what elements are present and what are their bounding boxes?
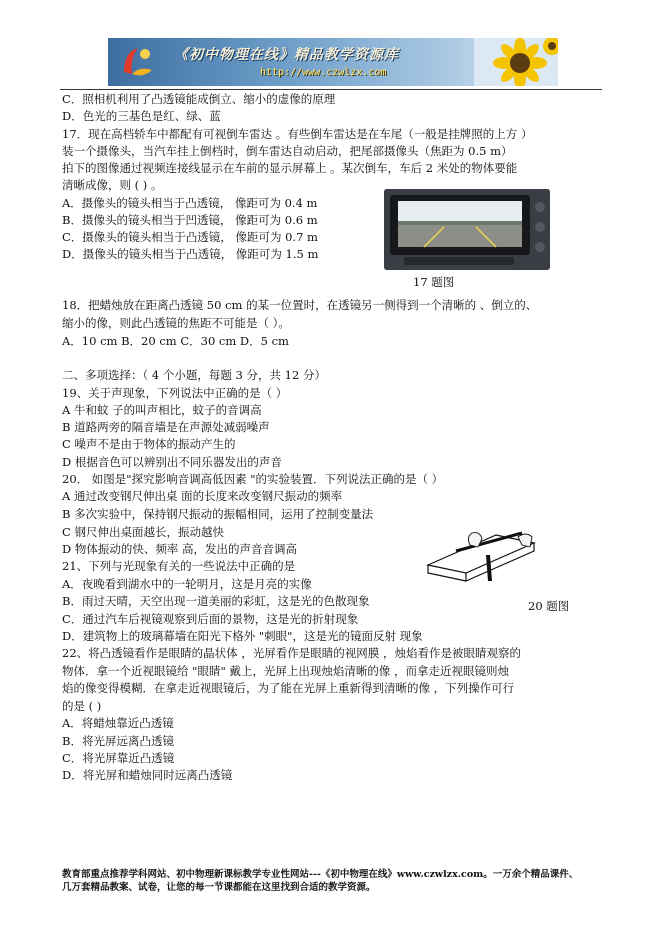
text-line: 21、下列与光现象有关的一些说法中正确的是 — [62, 559, 296, 573]
text-line: 清晰成像，则 ( ) 。 — [62, 178, 163, 192]
text-line: D．建筑物上的玻璃幕墙在阳光下格外 "刺眼"，这是光的镜面反射 现象 — [62, 629, 423, 643]
footer-line-1: 教育部重点推荐学科网站、初中物理新课标教学专业性网站---《初中物理在线》www.czwlzx.com。一万余个精品课件、 — [62, 869, 579, 880]
text-line: 缩小的像，则此凸透镜的焦距不可能是（ ）。 — [62, 316, 290, 330]
text-line: C 噪声不是由于物体的振动产生的 — [62, 437, 236, 451]
text-line: D．色光的三基色是红、绿、蓝 — [62, 109, 221, 123]
header-divider — [60, 89, 602, 90]
text-line: C．摄像头的镜头相当于凸透镜， 像距可为 0.7 m — [62, 230, 318, 244]
figure-20-caption: 20 题图 — [528, 599, 570, 613]
figure-17-rear-camera-display — [384, 189, 550, 270]
header-banner — [108, 38, 558, 86]
text-line: 22、将凸透镜看作是眼睛的晶状体 ，光屏看作是眼睛的视网膜 ，烛焰看作是被眼睛观察的 — [62, 646, 521, 660]
rear-camera-screen-icon — [384, 189, 550, 270]
text-line: B．将光屏远离凸透镜 — [62, 734, 174, 748]
text-line: A．夜晚看到湖水中的一轮明月，这是月亮的实像 — [62, 577, 312, 591]
text-line: A．将蜡烛靠近凸透镜 — [62, 716, 174, 730]
banner-url: http://www.czwlzx.com — [260, 67, 387, 78]
footer-line-2: 几万套精品教案、试卷，让您的每一节课都能在这里找到合适的教学资源。 — [62, 882, 376, 893]
figure-20-ruler-on-table — [426, 525, 536, 585]
text-line: C．将光屏靠近凸透镜 — [62, 751, 175, 765]
text-line: 18．把蜡烛放在距离凸透镜 50 cm 的某一位置时，在透镜另一侧得到一个清晰的 、倒立的、 — [62, 298, 538, 312]
sunflower-icon — [474, 38, 558, 86]
text-line: 拍下的图像通过视频连接线显示在车前的显示屏幕上 。某次倒车，车后 2 米处的物体要能 — [62, 161, 518, 175]
text-line: B 多次实验中，保持钢尺振动的振幅相同，运用了控制变量法 — [62, 507, 374, 521]
text-line: 装一个摄像头，当汽车挂上倒档时，倒车雷达自动启动，把尾部摄像头（焦距为 0.5 m） — [62, 144, 513, 158]
text-line: 二、多项选择：（ 4 个小题，每题 3 分，共 12 分） — [62, 368, 326, 382]
text-line: C 钢尺伸出桌面越长，振动越快 — [62, 525, 224, 539]
text-line: C．照相机利用了凸透镜能成倒立、缩小的虚像的原理 — [62, 92, 336, 106]
banner-title: 《初中物理在线》精品教学资源库 — [174, 47, 399, 63]
text-line: 20． 如图是"探究影响音调高低因素 "的实验装置．下列说法正确的是（ ） — [62, 472, 444, 486]
text-line: D．摄像头的镜头相当于凸透镜， 像距可为 1.5 m — [62, 247, 319, 261]
text-line: B．雨过天晴，天空出现一道美丽的彩虹，这是光的色散现象 — [62, 594, 370, 608]
text-line: B 道路两旁的隔音墙是在声源处减弱噪声 — [62, 420, 270, 434]
text-line: A 牛和蚊 子的叫声相比，蚊子的音调高 — [62, 403, 262, 417]
text-line: 物体．拿一个近视眼镜给 "眼睛" 戴上，光屏上出现烛焰清晰的像 ，而拿走近视眼镜则烛 — [62, 664, 510, 678]
text-line: 17．现在高档轿车中都配有可视倒车雷达 。有些倒车雷达是在车尾（一般是挂牌照的上方 ） — [62, 127, 533, 141]
text-line: A．10 cm B．20 cm C．30 cm D．5 cm — [62, 334, 289, 348]
text-line: D．将光屏和蜡烛同时远离凸透镜 — [62, 768, 233, 782]
text-line: 焰的像变得模糊．在拿走近视眼镜后，为了能在光屏上重新得到清晰的像 ，下列操作可行 — [62, 681, 515, 695]
text-line: A．摄像头的镜头相当于凸透镜， 像距可为 0.4 m — [62, 196, 318, 210]
text-line: D 物体振动的快、频率 高，发出的声音音调高 — [62, 542, 298, 556]
figure-17-caption: 17 题图 — [413, 275, 455, 289]
site-logo-icon — [118, 42, 158, 82]
text-line: 19、关于声现象，下列说法中正确的是（ ） — [62, 386, 288, 400]
text-line: A 通过改变钢尺伸出桌 面的长度来改变钢尺振动的频率 — [62, 489, 343, 503]
text-line: D 根据音色可以辨别出不同乐器发出的声音 — [62, 455, 282, 469]
text-line: 的是 ( ) — [62, 699, 102, 713]
text-line: C．通过汽车后视镜观察到后面的景物，这是光的折射现象 — [62, 612, 359, 626]
text-line: B．摄像头的镜头相当于凹透镜， 像距可为 0.6 m — [62, 213, 318, 227]
